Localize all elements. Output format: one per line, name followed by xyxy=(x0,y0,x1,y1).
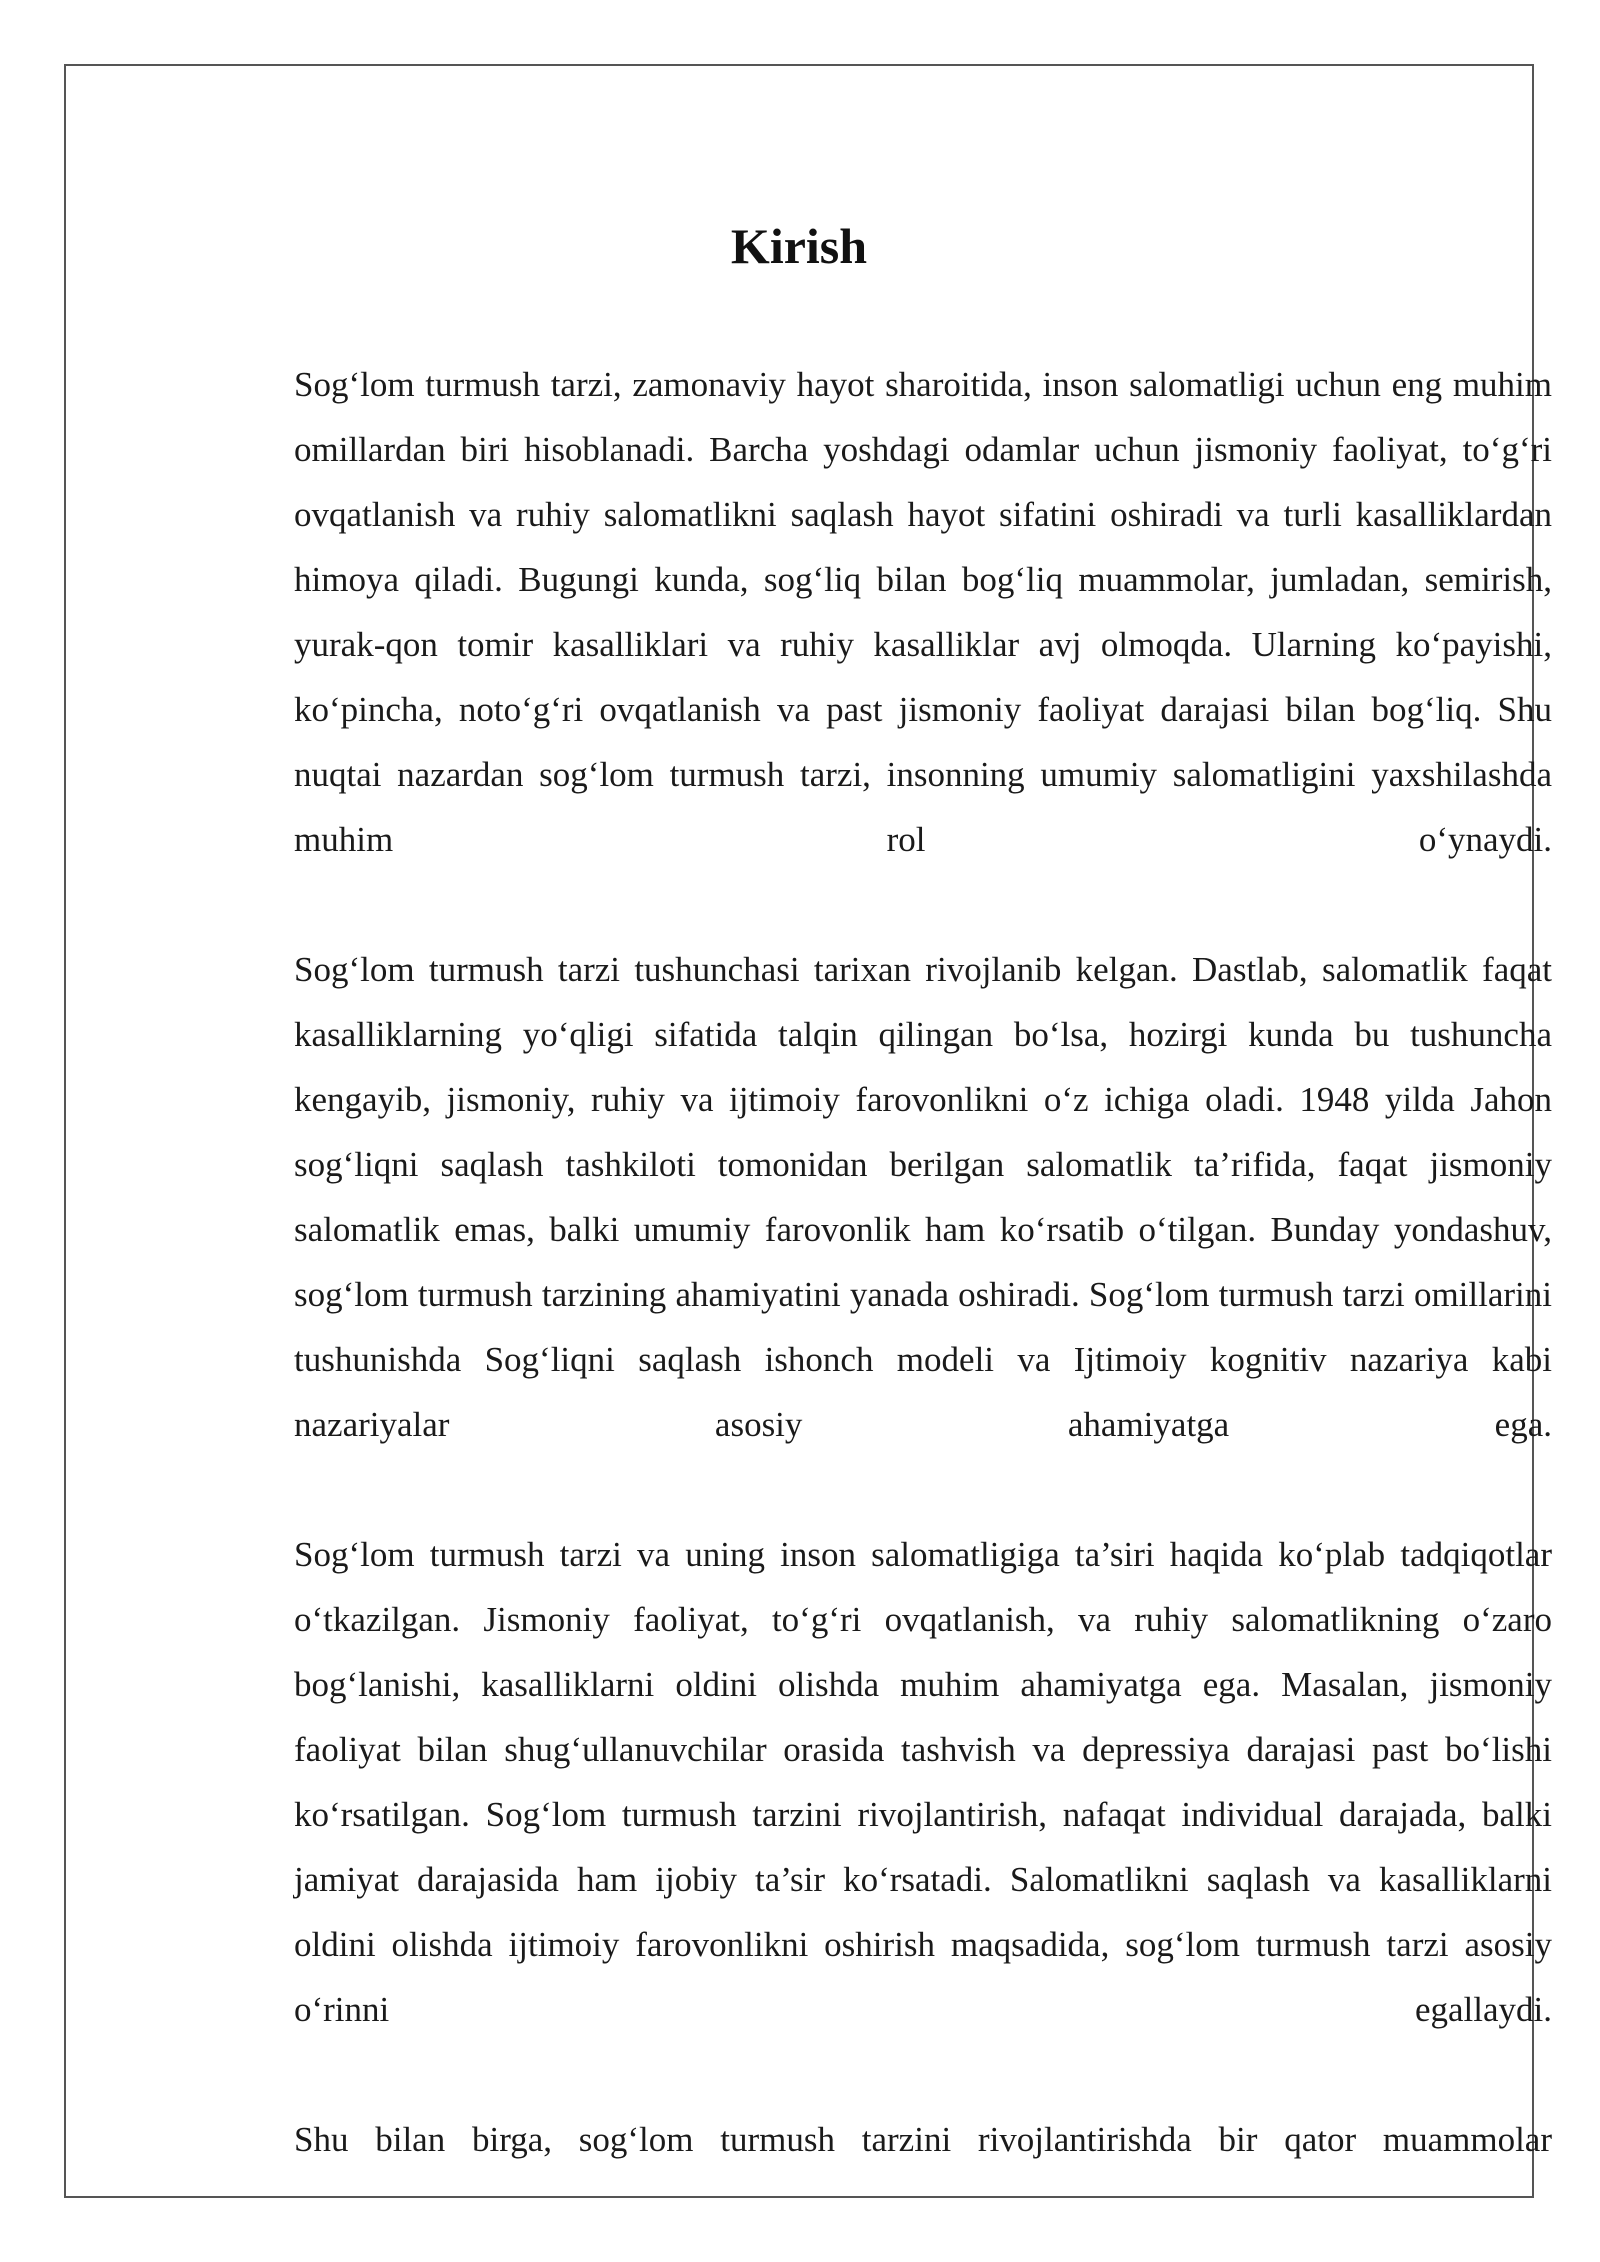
paragraph-3: Sog‘lom turmush tarzi va uning inson salomatligiga ta’siri haqida ko‘plab tadqiqotlar o‘tkazilgan. Jismoniy faoliyat, to‘g‘ri ovqatlanish, va ruhiy salomatlikning o‘zaro bog‘lanishi, kasalliklarni oldini olishda muhim ahamiyatga ega. Masalan, jismoniy faoliyat bilan shug‘ullanuvchilar orasida tashvish va depressiya darajasi past bo‘lishi ko‘rsatilgan. Sog‘lom turmush tarzini rivojlantirish, nafaqat individual darajada, balki jamiyat darajasida ham ijobiy ta’sir ko‘rsatadi. Salomatlikni saqlash va kasalliklarni oldini olishda ijtimoiy farovonlikni oshirish maqsadida, sog‘lom turmush tarzi asosiy o‘rinni egallaydi. xyxy=(294,1535,1552,2029)
paragraph-1: Sog‘lom turmush tarzi, zamonaviy hayot sharoitida, inson salomatligi uchun eng muhim omillardan biri hisoblanadi. Barcha yoshdagi odamlar uchun jismoniy faoliyat, to‘g‘ri ovqatlanish va ruhiy salomatlikni saqlash hayot sifatini oshiradi va turli kasalliklardan himoya qiladi. Bugungi kunda, sog‘liq bilan bog‘liq muammolar, jumladan, semirish, yurak-qon tomir kasalliklari va ruhiy kasalliklar avj olmoqda. Ularning ko‘payishi, ko‘pincha, noto‘g‘ri ovqatlanish va past jismoniy faoliyat darajasi bilan bog‘liq. Shu nuqtai nazardan sog‘lom turmush tarzi, insonning umumiy salomatligini yaxshilashda muhim rol o‘ynaydi. xyxy=(294,365,1552,859)
document-body xyxy=(294,352,1552,2172)
paragraph-2: Sog‘lom turmush tarzi tushunchasi tarixan rivojlanib kelgan. Dastlab, salomatlik faqat kasalliklarning yo‘qligi sifatida talqin qilingan bo‘lsa, hozirgi kunda bu tushuncha kengayib, jismoniy, ruhiy va ijtimoiy farovonlikni o‘z ichiga oladi. 1948 yilda Jahon sog‘liqni saqlash tashkiloti tomonidan berilgan salomatlik ta’rifida, faqat jismoniy salomatlik emas, balki umumiy farovonlik ham ko‘rsatib o‘tilgan. Bunday yondashuv, sog‘lom turmush tarzining ahamiyatini yanada oshiradi. Sog‘lom turmush tarzi omillarini tushunishda Sog‘liqni saqlash ishonch modeli va Ijtimoiy kognitiv nazariya kabi nazariyalar asosiy ahamiyatga ega. xyxy=(294,950,1552,1444)
page-title: Kirish xyxy=(730,218,868,274)
paragraph-4: Shu bilan birga, sog‘lom turmush tarzini rivojlantirishda bir qator muammolar xyxy=(294,2120,1552,2159)
page-frame xyxy=(64,64,1552,2198)
